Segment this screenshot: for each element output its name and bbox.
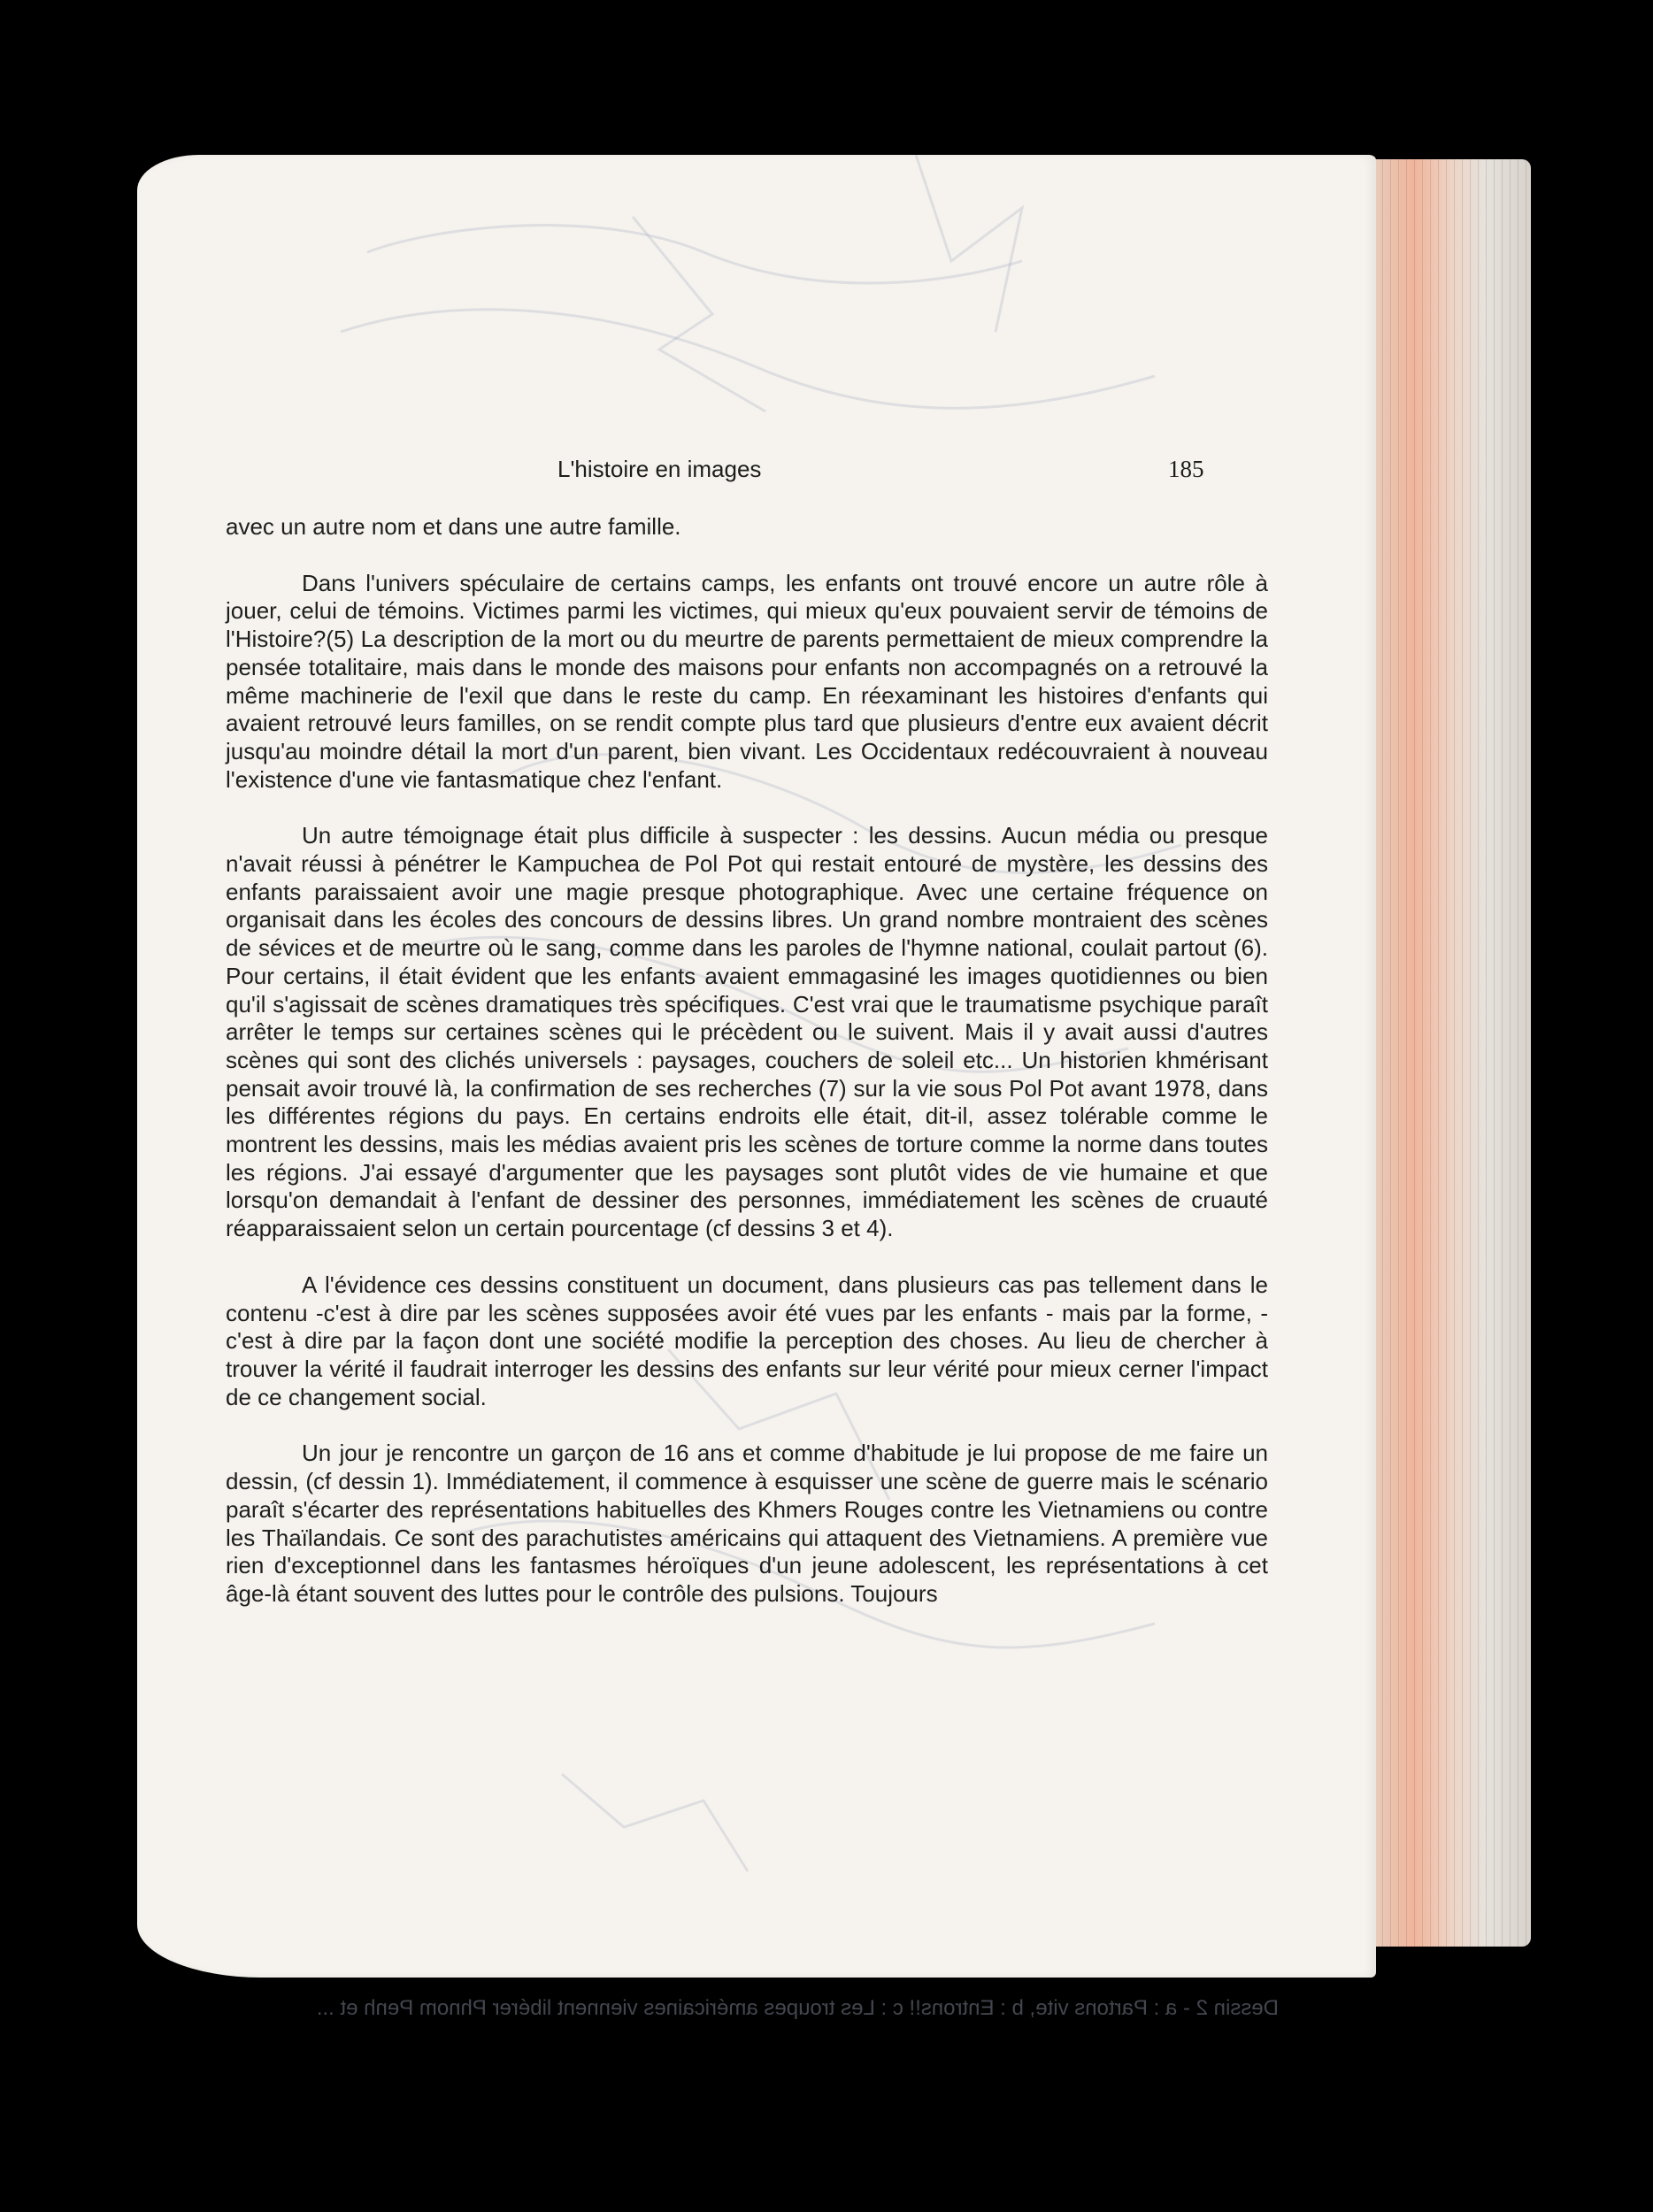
page-number: 185 [1168,456,1204,482]
paragraph-witnesses: Dans l'univers spéculaire de certains camps, les enfants ont trouvé encore un autre rôle à jouer, celui de témoins. Victimes parmi les victimes, qui mieux qu'eux pouvaient servir de témoins de l'Histoire?(5) La description de la mort ou du meurtre de parents permettaient de mieux comprendre la pensée totalitaire, mais dans le monde des maisons pour enfants non accompagnés on a retrouvé la même machinerie de l'exil que dans le reste du camp. En réexaminant les histoires d'enfants qui avaient retrouvé leurs familles, on se rendit compte plus tard que plusieurs d'entre eux avaient décrit jusqu'au moindre détail la mort d'un parent, bien vivant. Les Occidentaux redécouvraient à nouveau l'existence d'une vie fantasmatique chez l'enfant. [226,569,1268,793]
running-title: L'histoire en images [557,456,762,482]
body-text [226,513,1268,1637]
book-page [137,155,1376,2020]
paragraph-evidence: A l'évidence ces dessins constituent un document, dans plusieurs cas pas tellement dans le contenu -c'est à dire par les scènes supposées avoir été vues par les enfants - mais par la forme, -c'est à dire par la façon dont une société modifie la perception des choses. Au lieu de chercher à trouver la vérité il faudrait interroger les dessins des enfants sur leur vérité pour mieux cerner l'impact de ce changement social. [226,1271,1268,1410]
running-head [137,456,1376,491]
paragraph-drawings: Un autre témoignage était plus difficile à suspecter : les dessins. Aucun média ou presque n'avait réussi à pénétrer le Kampuchea de Pol Pot qui restait entouré de mystère, les dessins des enfants paraissaient avoir une magie presque photographique. Avec une certaine fréquence on organisait dans les écoles des concours de dessins libres. Un grand nombre montraient des scènes de sévices et de meurtre où le sang, comme dans les paroles de l'hymne national, coulait partout (6). Pour certains, il était évident que les enfants avaient emmagasiné les images quotidiennes ou bien qu'il s'agissait de scènes dramatiques très spécifiques. C'est vrai que le traumatisme psychique paraît arrêter le temps sur certaines scènes qui le précèdent ou le suivent. Mais il y avait aussi d'autres scènes qui sont des clichés universels : paysages, couchers de soleil etc... Un historien khmérisant pensait avoir trouvé là, la confirmation de ses recherches (7) sur la vie sous Pol Pot avant 1978, dans les différentes régions du pays. En certains endroits elle était, dit-il, assez tolérable comme le montrent les dessins, mais les médias avaient pris les scènes de torture comme la norme dans toutes les régions. J'ai essayé d'argumenter que les paysages sont plutôt vides de vie humaine et que lorsqu'on demandait à l'enfant de dessiner des personnes, immédiatement les scènes de cruauté réapparaissaient selon un certain pourcentage (cf dessins 3 et 4). [226,822,1268,1242]
show-through-caption: Dessin 2 - a : Partons vite, b : Entrons!! c : Les troupes américaines viennent libérer Phnom Penh et ... [316,1996,1279,2020]
paragraph-continuation: avec un autre nom et dans une autre famille. [226,513,681,540]
paragraph-encounter: Un jour je rencontre un garçon de 16 ans et comme d'habitude je lui propose de me faire un dessin, (cf dessin 1). Immédiatement, il commence à esquisser une scène de guerre mais le scénario paraît s'écarter des représentations habituelles des Khmers Rouges contre les Vietnamiens ou contre les Thaïlandais. Ce sont des parachutistes américains qui attaquent des Vietnamiens. A première vue rien d'exceptionnel dans les fantasmes héroïques d'un jeune adolescent, les représentations à cet âge-là étant souvent des luttes pour le contrôle des pulsions. Toujours [226,1440,1268,1607]
